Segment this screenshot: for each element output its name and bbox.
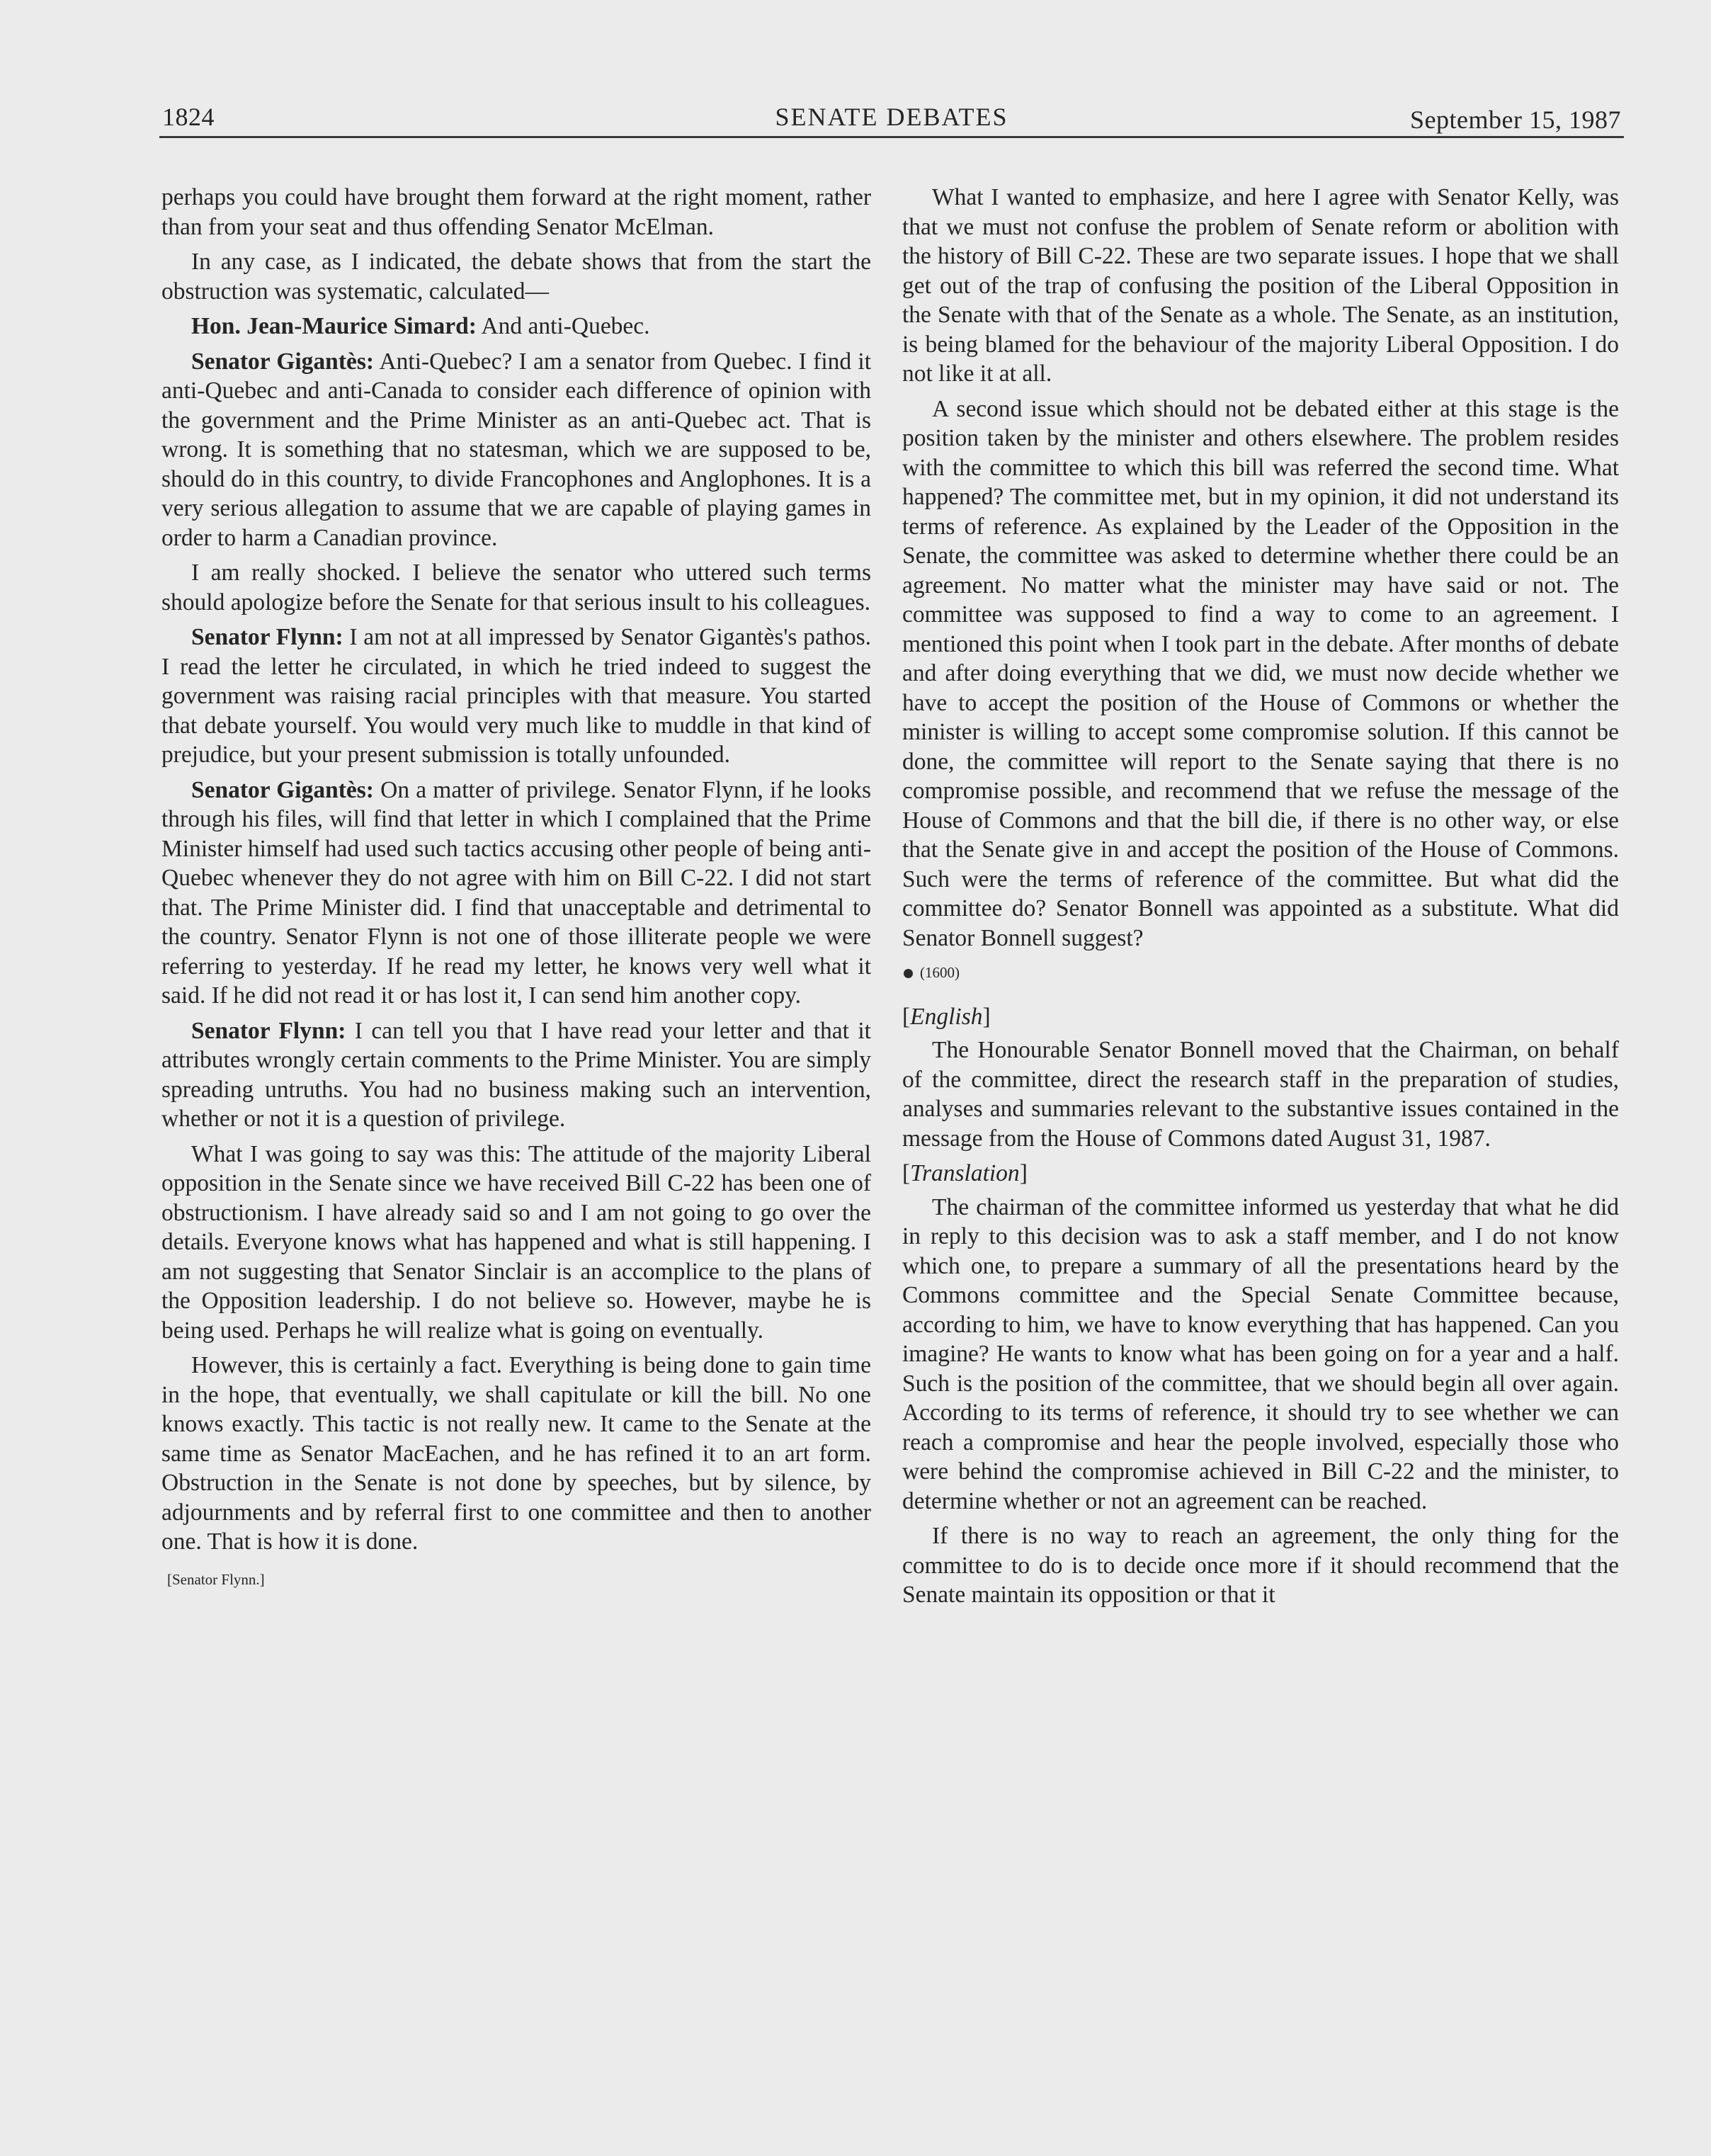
right-column: [902, 183, 1619, 1616]
paragraph: What I wanted to emphasize, and here I agree with Senator Kelly, was that we must not confuse the problem of Senate reform or abolition with the history of Bill C-22. These are two separate issues. I hope that we shall get out of the trap of confusing the position of the Liberal Opposition in the Senate with that of the Senate as a whole. The Senate, as an institution, is being blamed for the behaviour of the majority Liberal Opposition. I do not like it at all.: [902, 184, 1619, 387]
language-tag-text: English: [910, 1003, 983, 1030]
speech: [161, 776, 871, 1011]
language-tag-text: Translation: [910, 1160, 1020, 1186]
paragraph: A second issue which should not be debated either at this stage is the position taken by the minister and others elsewhere. The problem resides with the committee to which this bill was referred the second time. What happened? The committee met, but in my opinion, it did not understand its terms of reference. As explained by the Leader of the Opposition in the Senate, the committee was asked to determine whether there could be an agreement. No matter what the minister may have said or not. The committee was supposed to find a way to come to an agreement. I mentioned this point when I took part in the debate. After months of debate and after doing everything that we did, we must now decide whether we have to accept the position of the House of Commons or whether the minister is willing to accept some compromise solution. If this cannot be done, the committee will report to the Senate saying that there is no compromise possible, and recommend that we refuse the message of the House of Commons and that the bill die, if there is no other way, or else that the Senate give in and accept the position of the House of Commons. Such were the terms of reference of the committee. But what did the committee do? Senator Bonnell was appointed as a substitute. What did Senator Bonnell suggest?: [902, 395, 1619, 951]
speaker-name: Senator Gigantès:: [191, 348, 375, 375]
speech: [161, 1016, 871, 1134]
speaker-name: Senator Gigantès:: [191, 776, 374, 803]
time-marker: [902, 958, 1619, 988]
paragraph: The chairman of the committee informed us yesterday that what he did in reply to this decision was to ask a staff member, and I do not know which one, to prepare a summary of all the presentations heard by the Commons committee and the Special Senate Committee because, according to him, we have to know everything that has happened. Can you imagine? He wants to know what has been going on for a year and a half. Such is the position of the committee, that we should begin all over again. According to its terms of reference, it should try to see whether we can reach a compromise and hear the people involved, especially those who were behind the compromise achieved in Bill C-22 and the minister, to determine whether or not an agreement can be reached.: [902, 1193, 1619, 1514]
language-tag-translation: [Translation]: [902, 1160, 1028, 1186]
speech-text: Anti-Quebec? I am a senator from Quebec. I find it anti-Quebec and anti-Canada to consider each difference of opinion with the government and the Prime Minister as an anti-Quebec act. That is wrong. It is something that no statesman, which we are supposed to be, should do in this country, to divide Francophones and Anglophones. It is a very serious allegation to assume that we are capable of playing games in order to harm a Canadian province.: [161, 348, 872, 551]
paragraph: However, this is certainly a fact. Everything is being done to gain time in the hope, that eventually, we shall capitulate or kill the bill. No one knows exactly. This tactic is not really new. It came to the Senate at the same time as Senator MacEachen, and he has refined it to an art form. Obstruction in the Senate is not done by speeches, but by silence, by adjournments and by referral first to one committee and then to another one. That is how it is done.: [161, 1352, 871, 1555]
publication-title: SENATE DEBATES: [775, 103, 1008, 131]
speech-text: I can tell you that I have read your letter and that it attributes wrongly certain comments to the Prime Minister. You are simply spreading untruths. You had no business making such an intervention, whether or not it is a question of privilege.: [161, 1017, 871, 1132]
left-column: [161, 183, 871, 1594]
speaker-continuation-note: [Senator Flynn.]: [167, 1570, 265, 1588]
paragraph: If there is no way to reach an agreement, the only thing for the committee to do is to decide once more if it should recommend that the Senate maintain its opposition or that it: [902, 1523, 1619, 1608]
paragraph: perhaps you could have brought them forward at the right moment, rather than from your seat and thus offending Senator McElman.: [161, 184, 871, 240]
speaker-name: Senator Flynn:: [191, 624, 343, 650]
motion-text: The Honourable Senator Bonnell moved that the Chairman, on behalf of the committee, direct the research staff in the preparation of studies, analyses and summaries relevant to the substantive issues contained in the message from the House of Commons dated August 31, 1987.: [902, 1037, 1619, 1152]
speech-text: On a matter of privilege. Senator Flynn, if he looks through his files, will find that letter in which I complained that the Prime Minister himself had used such tactics accusing other people of being anti-Quebec whenever they do not agree with him on Bill C-22. I did not start that. The Prime Minister did. I find that unacceptable and detrimental to the country. Senator Flynn is not one of those illiterate people we were referring to yesterday. If he read my letter, he knows very well what it said. If he did not read it or has lost it, I can send him another copy.: [161, 776, 872, 1009]
page-number: 1824: [162, 103, 215, 131]
speaker-name: Hon. Jean-Maurice Simard:: [191, 313, 477, 339]
page-header: [159, 99, 1624, 138]
bullet-icon: [904, 969, 913, 978]
speaker-name: Senator Flynn:: [191, 1017, 346, 1044]
paragraph: What I was going to say was this: The attitude of the majority Liberal opposition in the Senate since we have received Bill C-22 has been one of obstructionism. I have already said so and I am not going to go over the details. Everyone knows what has happened and what is still happening. I am not suggesting that Senator Sinclair is an accomplice to the plans of the Opposition leadership. I do not believe so. However, maybe he is being used. Perhaps he will realize what is going on eventually.: [161, 1140, 871, 1344]
language-tag-english: [English]: [902, 1003, 991, 1030]
speech-text: I am not at all impressed by Senator Gigantès's pathos. I read the letter he circulated, in which he tried indeed to suggest the government was raising racial principles with that measure. You started that debate yourself. You would very much like to muddle in that kind of prejudice, but your present submission is totally unfounded.: [161, 624, 871, 768]
time-marker-text: (1600): [920, 964, 960, 981]
speech: [161, 623, 871, 770]
speech: [161, 347, 871, 553]
paragraph: In any case, as I indicated, the debate shows that from the start the obstruction was systematic, calculated—: [161, 249, 871, 305]
publication-date: September 15, 1987: [1410, 106, 1621, 134]
paragraph: I am really shocked. I believe the senator who uttered such terms should apologize before the Senate for that serious insult to his colleagues.: [161, 560, 871, 615]
speech: [161, 312, 871, 341]
speech-text: And anti-Quebec.: [476, 313, 650, 339]
